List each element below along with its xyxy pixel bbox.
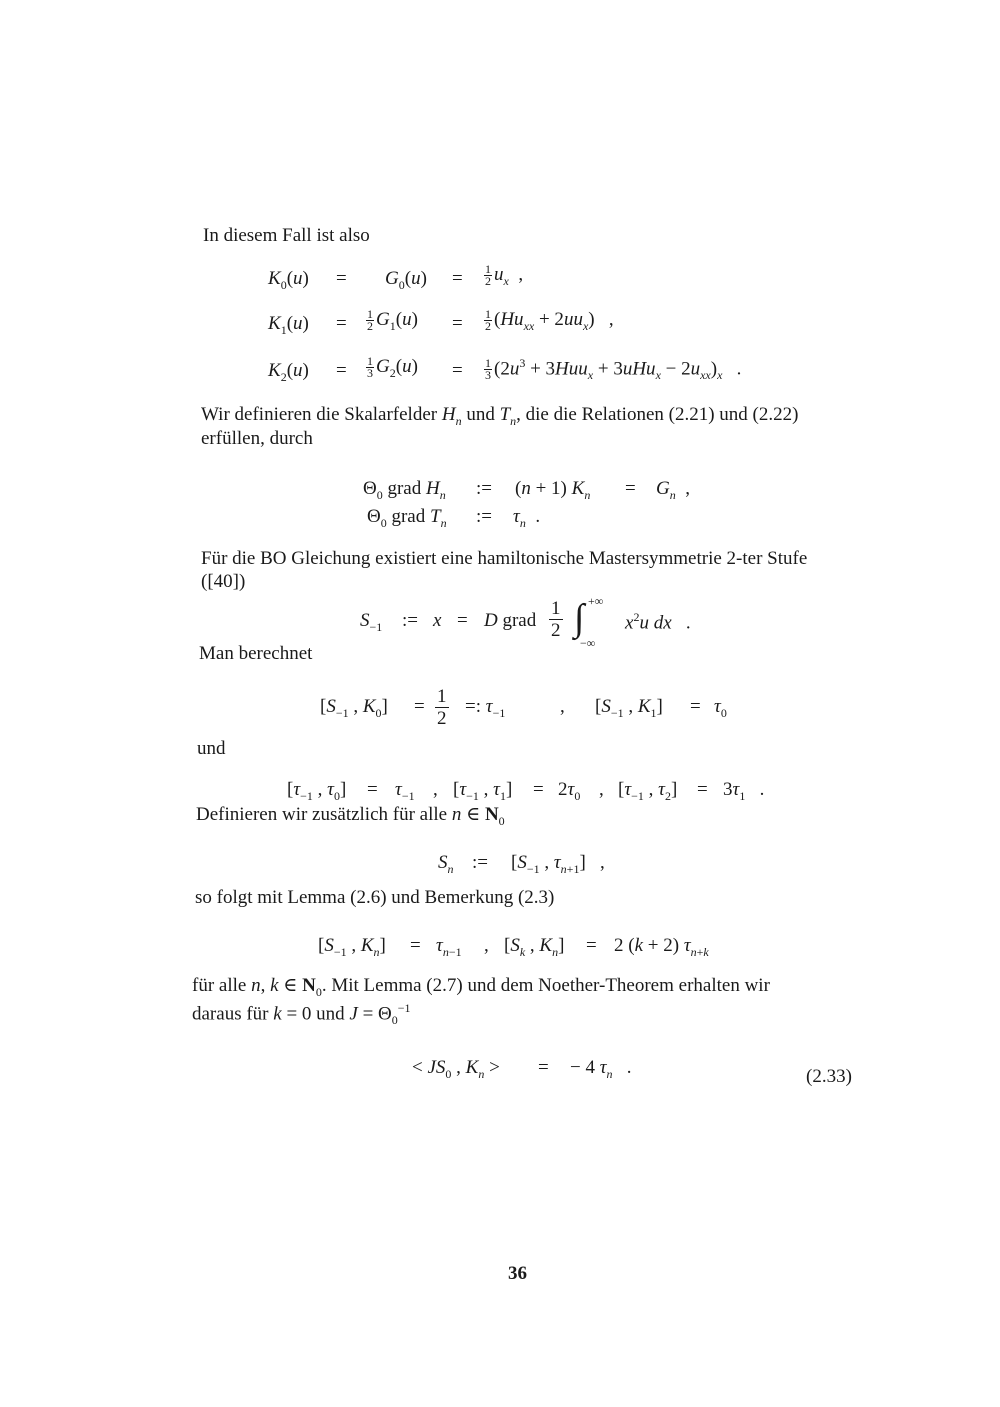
text-skalarfelder-4: erfüllen, durch: [201, 428, 313, 449]
text-intro: In diesem Fall ist also: [203, 225, 370, 246]
text-skalarfelder-1: Wir definieren die Skalarfelder: [201, 404, 438, 425]
equation-s-n: $S_n$ := [$S_{-1}$ , $\tau_{n+1}$] ,: [438, 852, 605, 876]
paragraph-definieren: Definieren wir zusätzlich für alle n ∈ $N_0$: [196, 804, 505, 828]
text-noether-1: für alle: [192, 975, 247, 996]
equation-s-minus-one: $S_{-1}$ := x = D grad $\frac{1}{2}$ ∫ +∞ −∞ $x^2u$ dx .: [360, 594, 691, 650]
paragraph-noether: für alle n, k ∈ $N_0$. Mit Lemma (2.7) und dem Noether-Theorem erhalten wir: [192, 975, 770, 999]
paragraph-mastersymmetrie: [201, 549, 807, 569]
equation-k2: $K_2(u)$ = $\frac{1}{3}$ $G_2(u)$ = $\frac{1}{3}$ $(2u^3 + 3Huu_x + 3uHu_x - 2u_{xx})_x$ .: [268, 354, 742, 384]
page-number: 36: [508, 1263, 527, 1284]
paragraph-und: [197, 739, 226, 759]
text-und: und: [197, 738, 226, 759]
equation-number: (2.33): [806, 1066, 852, 1087]
text-man-berechnet: Man berechnet: [199, 643, 313, 664]
text-noether-3: daraus für: [192, 1003, 269, 1025]
equation-commutator-s-k: [$S_{-1}$ , $K_0$] = $\frac{1}{2}$ =: $\tau_{-1}$ , [$S_{-1}$ , $K_1$] = $\tau_0$: [320, 686, 727, 729]
equation-js0: < $JS_0$ , $K_n$ > = − 4 $\tau_n$ .: [412, 1057, 632, 1081]
text-skalarfelder-2: und: [466, 404, 495, 425]
equation-theta-h: $\Theta_0$ grad $H_n$ := (n + 1) $K_n$ = $G_n$ ,: [363, 478, 690, 502]
paragraph-man-berechnet: [199, 644, 312, 664]
paragraph-mastersymmetrie-line2: [201, 572, 245, 592]
equation-tau-commutators: [$\tau_{-1}$ , $\tau_0$] = $\tau_{-1}$ , [$\tau_{-1}$ , $\tau_1$] = $2\tau_0$ , [$\tau_{-1}$ , $\tau_2$] = $3\tau_1$ .: [287, 779, 765, 803]
text-noether-2: . Mit Lemma (2.7) und dem Noether-Theorem erhalten wir: [321, 975, 770, 996]
text-mastersymmetrie-2: ([40]): [201, 571, 246, 592]
text-lemma: so folgt mit Lemma (2.6) und Bemerkung (2.3): [195, 887, 555, 908]
equation-theta-t: $\Theta_0$ grad $T_n$ := $\tau_n$ .: [367, 506, 541, 530]
text-noether-4: und: [316, 1003, 345, 1025]
equation-k1: $K_1(u)$ = $\frac{1}{2}$ $G_1(u)$ = $\frac{1}{2}$ $(Hu_{xx} + 2uu_x)$ ,: [268, 307, 614, 337]
text-skalarfelder-3: , die die Relationen (2.21) und (2.22): [516, 404, 799, 425]
equation-k0: $K_0(u)$ = $G_0(u)$ = $\frac{1}{2}$ $u_x$ ,: [268, 262, 524, 292]
paragraph-skalarfelder: Wir definieren die Skalarfelder $H_n$ und $T_n$, die die Relationen (2.21) und (2.22): [201, 404, 799, 428]
paragraph-intro: [203, 226, 370, 246]
paragraph-skalarfelder-line2: [201, 429, 313, 449]
paragraph-noether-line2: daraus für k = 0 und $J = \Theta_0^{-1}$: [192, 1001, 411, 1028]
text-definieren: Definieren wir zusätzlich für alle: [196, 804, 448, 825]
text-mastersymmetrie-1: Für die BO Gleichung existiert eine hamiltonische Mastersymmetrie 2-ter Stufe: [201, 548, 808, 569]
paragraph-lemma: [195, 888, 554, 908]
equation-commutator-s-kn: [$S_{-1}$ , $K_n$] = $\tau_{n-1}$ , [$S_k$ , $K_n$] = 2 (k + 2) $\tau_{n+k}$: [318, 935, 709, 959]
